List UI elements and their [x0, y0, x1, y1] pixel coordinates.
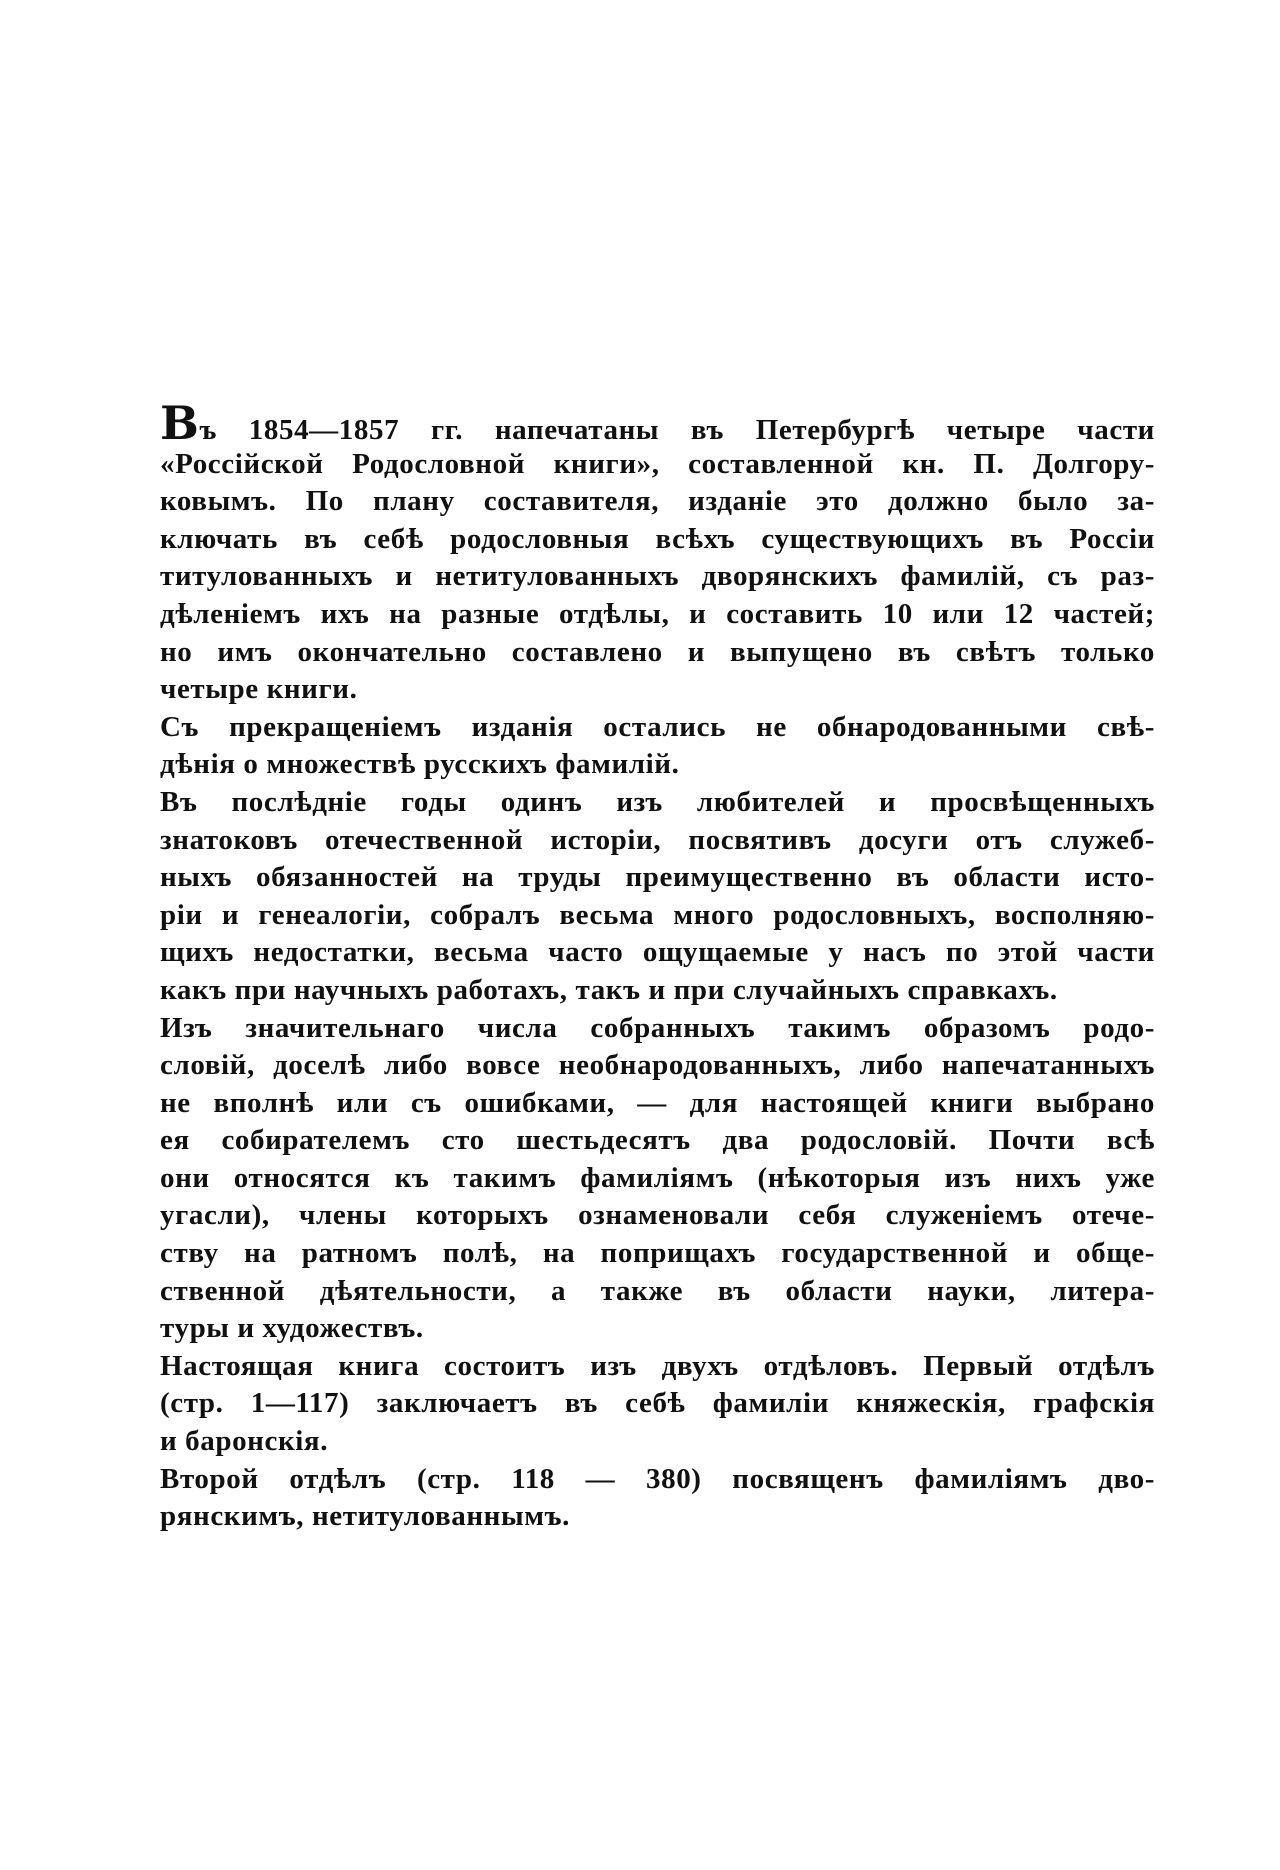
text-line: ковымъ. По плану составителя, изданіе это должно было за- [160, 485, 1155, 518]
text-line: ключать въ себѣ родословныя всѣхъ существующихъ въ Россіи [160, 522, 1155, 555]
text-line: дѣнія о множествѣ русскихъ фамилій. [160, 748, 680, 781]
paragraph [160, 784, 1155, 1010]
text-line: ныхъ обязанностей на труды преимущественно въ области исто- [160, 861, 1155, 894]
text-line [160, 396, 1155, 450]
text-line: титулованныхъ и нетитулованныхъ дворянскихъ фамилій, съ раз- [160, 560, 1155, 593]
text-line: четыре книги. [160, 673, 358, 706]
text-line: Въ послѣдніе годы одинъ изъ любителей и просвѣщенныхъ [160, 785, 1155, 818]
text-line: (стр. 1—117) заключаетъ въ себѣ фамиліи княжескія, графскія [160, 1387, 1155, 1420]
text-line-content: ъ 1854—1857 гг. напечатаны въ Петербургѣ четыре части [199, 414, 1155, 446]
text-line: дѣленіемъ ихъ на разные отдѣлы, и составить 10 или 12 частей; [160, 597, 1155, 630]
text-line: Изъ значительнаго числа собранныхъ такимъ образомъ родо- [160, 1011, 1155, 1044]
paragraph [160, 1010, 1155, 1348]
text-line: знатоковъ отечественной исторіи, посвятивъ досуги отъ служеб- [160, 823, 1155, 856]
text-line: ея собирателемъ сто шестьдесятъ два родословій. Почти всѣ [160, 1124, 1155, 1157]
text-line: ріи и генеалогіи, собралъ весьма много родословныхъ, восполняю- [160, 898, 1155, 931]
drop-cap: В [160, 396, 200, 450]
text-line: словій, доселѣ либо вовсе необнародованныхъ, либо напечатанныхъ [160, 1049, 1155, 1082]
page-text [160, 396, 1155, 1536]
text-line: какъ при научныхъ работахъ, такъ и при случайныхъ справкахъ. [160, 973, 1058, 1006]
text-line: рянскимъ, нетитулованнымъ. [160, 1500, 570, 1533]
text-line: туры и художествъ. [160, 1312, 424, 1345]
text-line: Второй отдѣлъ (стр. 118 — 380) посвященъ фамиліямъ дво- [160, 1462, 1155, 1495]
text-line: ственной дѣятельности, а также въ области науки, литера- [160, 1274, 1155, 1307]
text-line: не вполнѣ или съ ошибками, — для настоящей книги выбрано [160, 1086, 1155, 1119]
paragraph [160, 1348, 1155, 1461]
text-line: ству на ратномъ полѣ, на поприщахъ государственной и обще- [160, 1237, 1155, 1270]
text-line: и баронскія. [160, 1425, 329, 1458]
text-line: они относятся къ такимъ фамиліямъ (нѣкоторыя изъ нихъ уже [160, 1161, 1155, 1194]
text-line: «Россійской Родословной книги», составленной кн. П. Долгору- [160, 447, 1155, 480]
text-line: Съ прекращеніемъ изданія остались не обнародованными свѣ- [160, 710, 1155, 743]
paragraph [160, 709, 1155, 784]
text-line: но имъ окончательно составлено и выпущено въ свѣтъ только [160, 635, 1155, 668]
text-line: угасли), члены которыхъ ознаменовали себя служеніемъ отече- [160, 1199, 1155, 1232]
text-line: Настоящая книга состоитъ изъ двухъ отдѣловъ. Первый отдѣлъ [160, 1349, 1155, 1382]
text-line: щихъ недостатки, весьма часто ощущаемые у насъ по этой части [160, 936, 1155, 969]
paragraph [160, 1461, 1155, 1536]
paragraph [160, 396, 1155, 709]
